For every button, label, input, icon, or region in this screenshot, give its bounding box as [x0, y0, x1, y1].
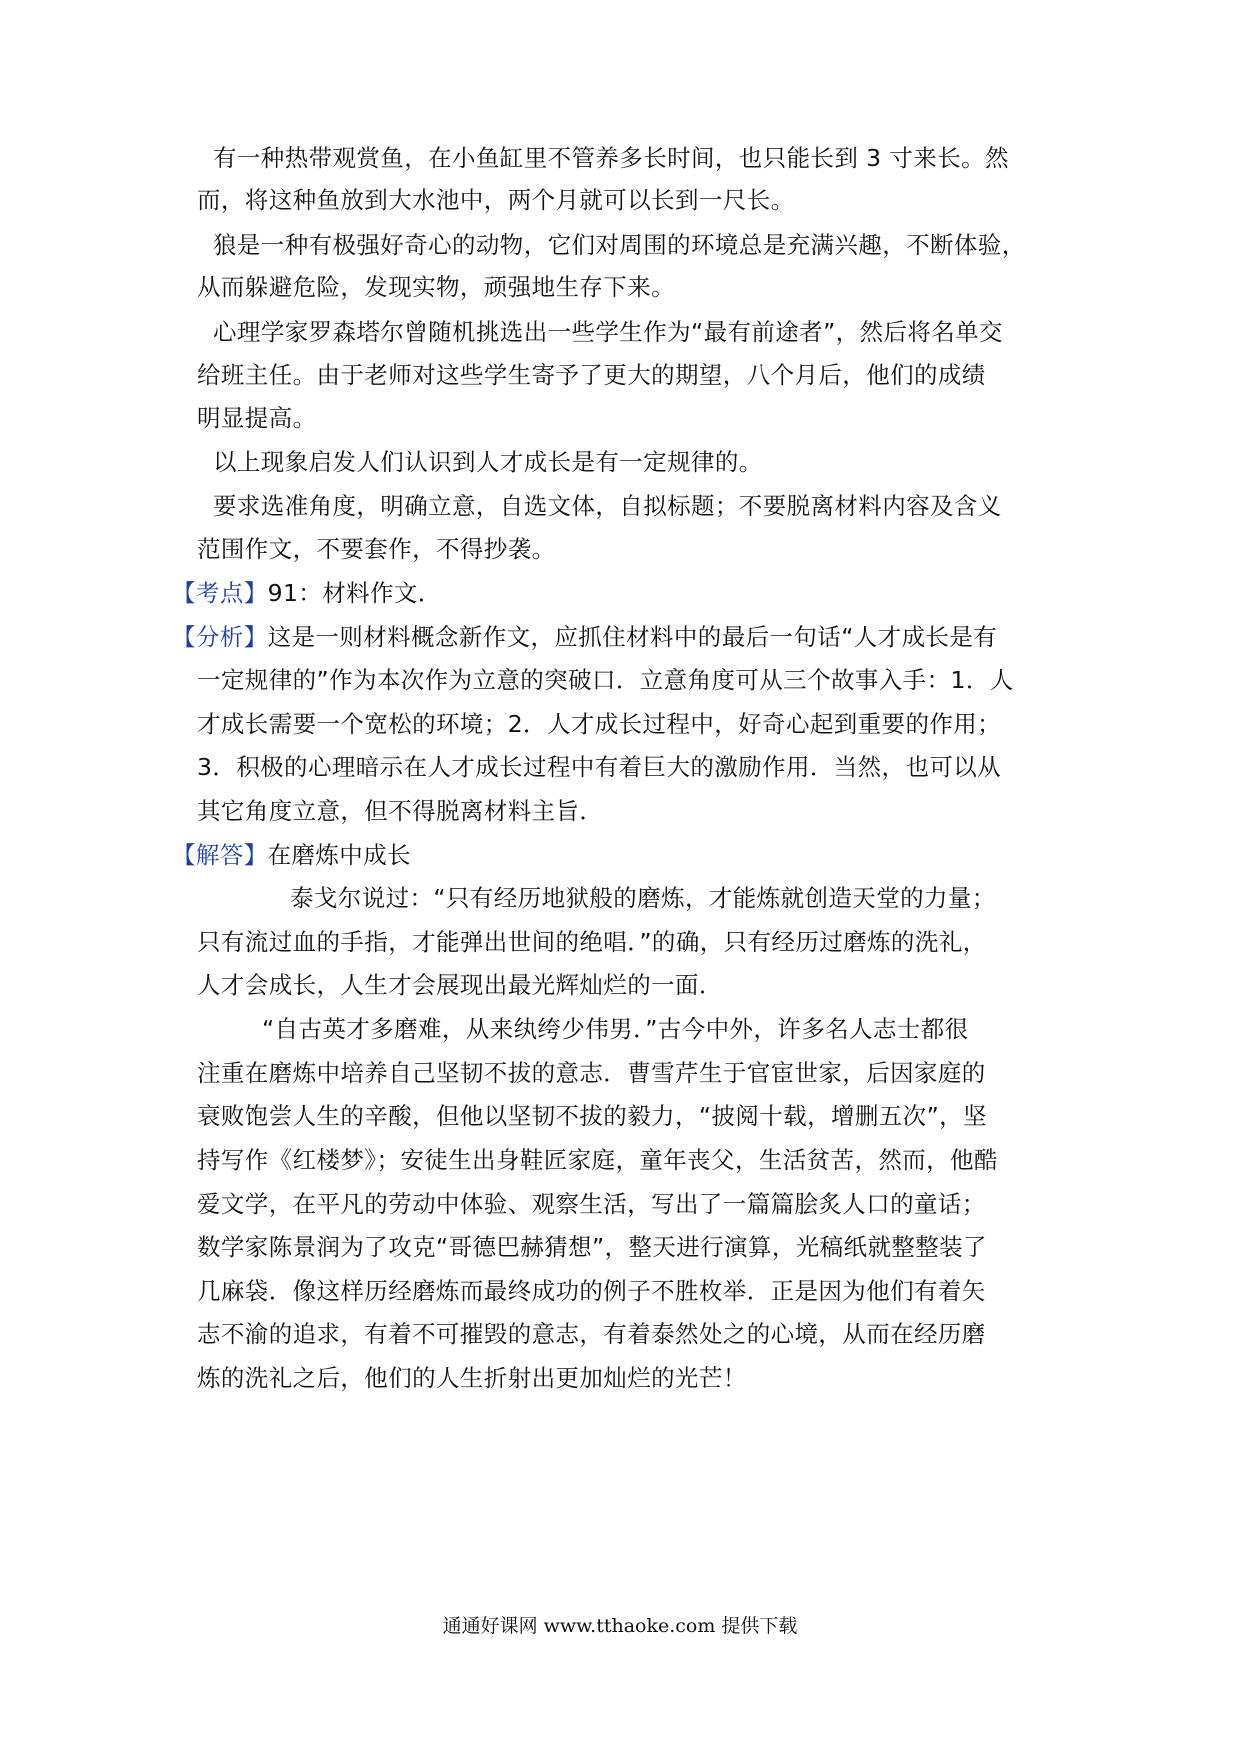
material-p5-line-1: 要求选准角度，明确立意，自选文体，自拟标题；不要脱离材料内容及含义: [213, 492, 1002, 520]
material-p1-line-1: 有一种热带观赏鱼，在小鱼缸里不管养多长时间，也只能长到 3 寸来长。然: [213, 144, 1009, 172]
fenxi-line-1: 这是一则材料概念新作文，应抓住材料中的最后一句话“人才成长是有: [267, 623, 998, 651]
essay-p1-line-1: 泰戈尔说过：“只有经历地狱般的磨炼，才能炼就创造天堂的力量；: [290, 884, 996, 912]
material-p5-line-2: 范围作文，不要套作，不得抄袭。: [197, 535, 556, 563]
essay-p1-line-3: 人才会成长，人生才会展现出最光辉灿烂的一面．: [197, 971, 723, 999]
essay-p2-line-7: 几麻袋．像这样历经磨炼而最终成功的例子不胜枚举．正是因为他们有着矢: [197, 1277, 986, 1305]
jieda-row: [172, 839, 411, 871]
essay-p2-line-2: 注重在磨炼中培养自己坚韧不拔的意志．曹雪芹生于官宦世家，后因家庭的: [197, 1059, 986, 1087]
material-p2-line-2: 从而躲避危险，发现实物，顽强地生存下来。: [197, 273, 675, 301]
kaodian-row: [172, 577, 442, 609]
essay-p2-line-5: 爱文学，在平凡的劳动中体验、观察生活，写出了一篇篇脍炙人口的童话；: [197, 1190, 986, 1218]
kaodian-text: 91：材料作文．: [267, 579, 442, 607]
material-p3-line-3: 明显提高。: [197, 404, 317, 432]
jieda-tag: 【解答】: [172, 841, 268, 869]
essay-p2-line-8: 志不渝的追求，有着不可摧毁的意志，有着泰然处之的心境，从而在经历磨: [197, 1320, 986, 1348]
material-p3-line-1: 心理学家罗森塔尔曾随机挑选出一些学生作为“最有前途者”，然后将名单交: [213, 318, 1003, 346]
material-p2-line-1: 狼是一种有极强好奇心的动物，它们对周围的环境总是充满兴趣，不断体验，: [213, 231, 1026, 259]
essay-p2-line-6: 数学家陈景润为了攻克“哥德巴赫猜想”，整天进行演算，光稿纸就整整装了: [197, 1233, 987, 1261]
fenxi-row: [172, 621, 997, 653]
material-p1-line-2: 而，将这种鱼放到大水池中，两个月就可以长到一尺长。: [197, 186, 795, 214]
page-footer: 通通好课网 www.tthaoke.com 提供下载: [442, 1615, 798, 1637]
fenxi-line-3: 才成长需要一个宽松的环境；2．人才成长过程中，好奇心起到重要的作用；: [197, 710, 1002, 738]
essay-p2-line-4: 持写作《红楼梦》；安徒生出身鞋匠家庭，童年丧父，生活贫苦，然而，他酷: [197, 1146, 998, 1174]
kaodian-tag: 【考点】: [172, 579, 268, 607]
material-p4: 以上现象启发人们认识到人才成长是有一定规律的。: [213, 448, 763, 476]
fenxi-line-5: 其它角度立意，但不得脱离材料主旨．: [197, 797, 604, 825]
essay-p2-line-3: 衰败饱尝人生的辛酸，但他以坚韧不拔的毅力，“披阅十载，增删五次”，坚: [197, 1102, 987, 1130]
essay-title: 在磨炼中成长: [267, 841, 412, 869]
essay-p2-line-1: “自古英才多磨难，从来纨绔少伟男．”古今中外，许多名人志士都很: [262, 1015, 969, 1043]
fenxi-tag: 【分析】: [172, 623, 268, 651]
essay-p2-line-9: 炼的洗礼之后，他们的人生折射出更加灿烂的光芒！: [197, 1364, 747, 1392]
material-p3-line-2: 给班主任。由于老师对这些学生寄予了更大的期望，八个月后，他们的成绩: [197, 361, 986, 389]
essay-p1-line-2: 只有流过血的手指，才能弹出世间的绝唱．”的确，只有经历过磨炼的洗礼，: [197, 928, 987, 956]
fenxi-line-2: 一定规律的”作为本次作为立意的突破口．立意角度可从三个故事入手：1．人: [197, 666, 1014, 694]
fenxi-line-4: 3．积极的心理暗示在人才成长过程中有着巨大的激励作用．当然，也可以从: [197, 753, 1002, 781]
